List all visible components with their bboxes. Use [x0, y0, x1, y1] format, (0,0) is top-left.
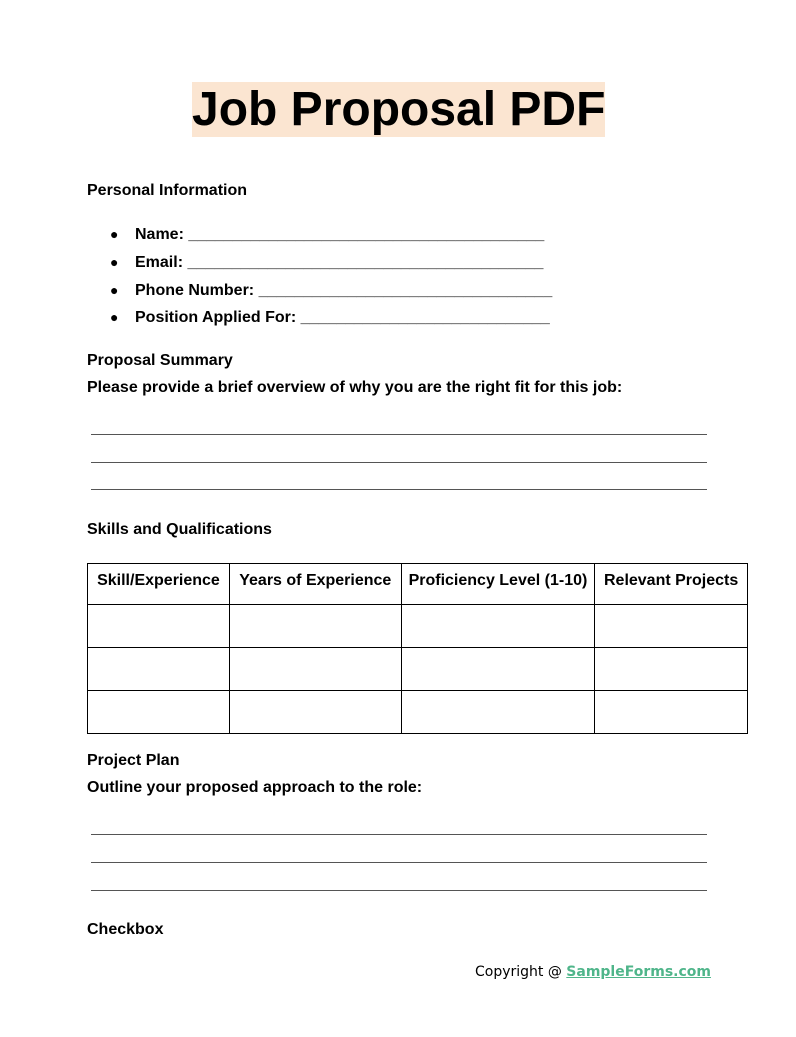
name-label: Name:	[135, 226, 184, 243]
phone-number-label: Phone Number:	[135, 282, 255, 299]
column-header-proficiency: Proficiency Level (1-10)	[401, 564, 595, 605]
table-row	[88, 648, 748, 691]
name-field[interactable]	[110, 225, 544, 244]
email-label: Email:	[135, 254, 184, 271]
phone-number-field[interactable]	[110, 281, 552, 300]
project-plan-prompt: Outline your proposed approach to the role:	[87, 779, 423, 796]
bullet-icon: ●	[110, 226, 119, 242]
proposal-summary-heading: Proposal Summary	[87, 352, 233, 369]
position-applied-blank[interactable]: ____________________________	[300, 309, 550, 326]
bullet-icon: ●	[110, 309, 119, 325]
copyright-text: Copyright @	[474, 964, 567, 980]
project-plan-answer-line[interactable]	[91, 862, 707, 863]
name-blank[interactable]: ________________________________________	[188, 226, 545, 243]
table-cell[interactable]	[595, 605, 748, 648]
checkbox-heading: Checkbox	[87, 921, 164, 938]
email-field[interactable]	[110, 253, 543, 272]
table-cell[interactable]	[88, 648, 230, 691]
sampleforms-link[interactable]: SampleForms.com	[566, 964, 711, 980]
table-header-row	[88, 564, 748, 605]
bullet-icon: ●	[110, 282, 119, 298]
project-plan-answer-line[interactable]	[91, 890, 707, 891]
column-header-projects: Relevant Projects	[595, 564, 748, 605]
proposal-summary-prompt: Please provide a brief overview of why you are the right fit for this job:	[87, 379, 623, 396]
table-cell[interactable]	[88, 605, 230, 648]
table-cell[interactable]	[229, 648, 401, 691]
skills-table	[87, 563, 748, 734]
project-plan-answer-line[interactable]	[91, 834, 707, 835]
table-cell[interactable]	[401, 605, 595, 648]
skills-qualifications-heading: Skills and Qualifications	[87, 521, 272, 538]
email-blank[interactable]: ________________________________________	[187, 254, 544, 271]
position-applied-field[interactable]	[110, 308, 550, 327]
table-row	[88, 605, 748, 648]
table-cell[interactable]	[401, 691, 595, 734]
phone-number-blank[interactable]: _________________________________	[258, 282, 553, 299]
table-cell[interactable]	[595, 691, 748, 734]
column-header-skill: Skill/Experience	[88, 564, 230, 605]
table-cell[interactable]	[595, 648, 748, 691]
proposal-summary-answer-line[interactable]	[91, 434, 707, 435]
table-row	[88, 691, 748, 734]
table-cell[interactable]	[229, 605, 401, 648]
proposal-summary-answer-line[interactable]	[91, 489, 707, 490]
column-header-years: Years of Experience	[229, 564, 401, 605]
bullet-icon: ●	[110, 254, 119, 270]
table-cell[interactable]	[229, 691, 401, 734]
position-applied-label: Position Applied For:	[135, 309, 297, 326]
page-title: Job Proposal PDF	[192, 83, 606, 136]
personal-information-heading: Personal Information	[87, 182, 248, 199]
table-cell[interactable]	[401, 648, 595, 691]
proposal-summary-answer-line[interactable]	[91, 462, 707, 463]
table-cell[interactable]	[88, 691, 230, 734]
project-plan-heading: Project Plan	[87, 752, 180, 769]
copyright-footer	[475, 963, 711, 981]
